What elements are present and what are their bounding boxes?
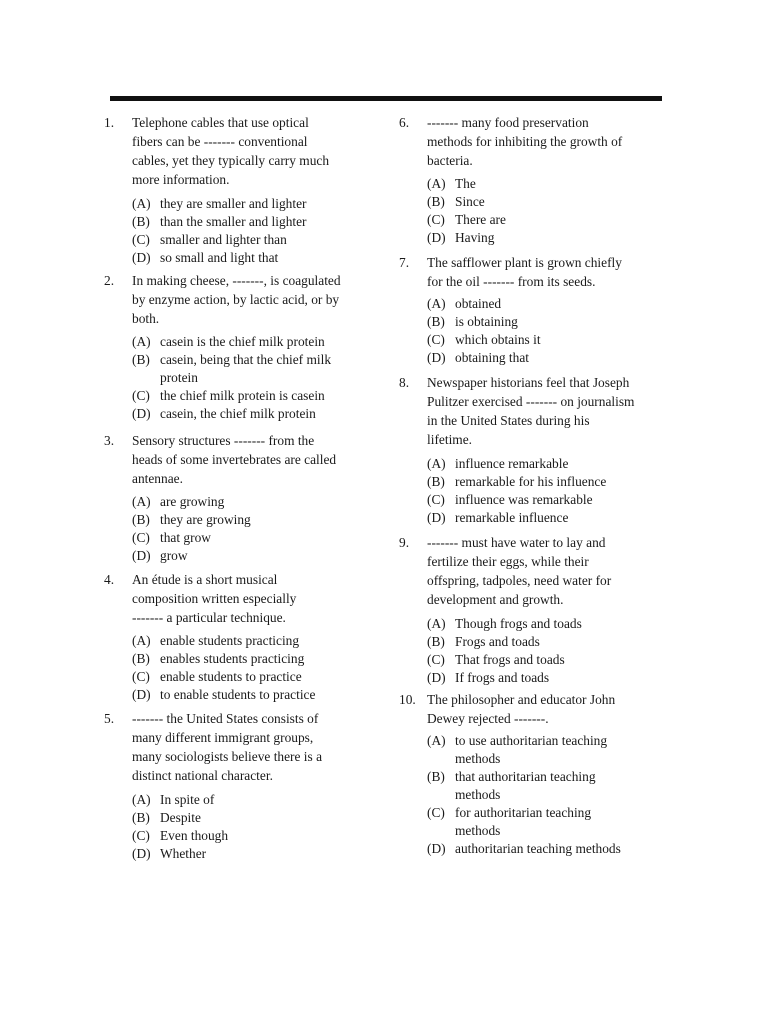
stem-line: Pulitzer exercised ------- on journalism xyxy=(427,394,635,409)
question-stem xyxy=(427,533,611,609)
answer-options xyxy=(132,195,307,267)
answer-option-a[interactable] xyxy=(427,295,541,313)
answer-options xyxy=(427,732,621,858)
option-text-line: they are smaller and lighter xyxy=(160,196,307,211)
option-text-line: so small and light that xyxy=(160,250,279,265)
stem-line: for the oil ------- from its seeds. xyxy=(427,274,596,289)
stem-line: development and growth. xyxy=(427,592,564,607)
answer-option-a[interactable] xyxy=(427,455,606,473)
option-text-line: methods xyxy=(455,823,501,838)
option-text xyxy=(455,491,593,509)
stem-line: more information. xyxy=(132,172,230,187)
option-letter: (C) xyxy=(132,232,150,247)
answer-option-c[interactable] xyxy=(427,211,506,229)
option-text xyxy=(455,193,485,211)
option-text-line: Even though xyxy=(160,828,229,843)
option-text-line: is obtaining xyxy=(455,314,518,329)
option-text xyxy=(455,229,494,247)
option-text xyxy=(160,547,188,565)
option-letter: (C) xyxy=(132,388,150,403)
option-letter: (C) xyxy=(427,332,445,347)
answer-option-b[interactable] xyxy=(427,633,582,651)
option-letter: (A) xyxy=(427,456,446,471)
option-text xyxy=(160,650,304,668)
option-letter: (A) xyxy=(427,733,446,748)
answer-option-d[interactable] xyxy=(132,249,307,267)
question-stem xyxy=(427,113,622,170)
option-text-line: that grow xyxy=(160,530,211,545)
option-text-line: casein is the chief milk protein xyxy=(160,334,325,349)
option-letter: (B) xyxy=(427,474,445,489)
option-letter: (A) xyxy=(132,494,151,509)
answer-option-b[interactable] xyxy=(427,193,506,211)
answer-option-b[interactable] xyxy=(427,313,541,331)
question-stem xyxy=(132,431,336,488)
option-text-line: enables students practicing xyxy=(160,651,305,666)
option-text-line: which obtains it xyxy=(455,332,541,347)
question-stem xyxy=(427,690,615,728)
answer-options xyxy=(132,333,331,423)
stem-line: bacteria. xyxy=(427,153,473,168)
answer-option-b[interactable] xyxy=(132,809,228,827)
option-text-line: Whether xyxy=(160,846,207,861)
answer-options xyxy=(132,791,228,863)
stem-line: cables, yet they typically carry much xyxy=(132,153,330,168)
option-text xyxy=(160,791,214,809)
option-text-line: casein, the chief milk protein xyxy=(160,406,316,421)
option-text xyxy=(160,493,224,511)
stem-line: many different immigrant groups, xyxy=(132,730,314,745)
stem-line: Dewey rejected -------. xyxy=(427,711,549,726)
option-text xyxy=(455,295,501,313)
option-letter: (D) xyxy=(132,250,151,265)
option-text xyxy=(160,827,228,845)
option-text-line: enable students practicing xyxy=(160,633,300,648)
question-number: 7. xyxy=(399,255,410,270)
option-text xyxy=(160,333,325,351)
stem-line: Newspaper historians feel that Joseph xyxy=(427,375,630,390)
option-letter: (D) xyxy=(427,230,446,245)
option-text-line: Despite xyxy=(160,810,201,825)
option-text-line: they are growing xyxy=(160,512,251,527)
stem-line: by enzyme action, by lactic acid, or by xyxy=(132,292,340,307)
answer-option-a[interactable] xyxy=(427,732,621,768)
answer-option-a[interactable] xyxy=(132,195,307,213)
option-letter: (C) xyxy=(132,530,150,545)
stem-line: ------- a particular technique. xyxy=(132,610,286,625)
option-letter: (C) xyxy=(427,805,445,820)
option-letter: (B) xyxy=(132,512,150,527)
option-letter: (D) xyxy=(132,846,151,861)
answer-option-d[interactable] xyxy=(427,229,506,247)
option-text-line: influence was remarkable xyxy=(455,492,593,507)
option-letter: (D) xyxy=(132,406,151,421)
stem-line: distinct national character. xyxy=(132,768,273,783)
answer-option-a[interactable] xyxy=(427,175,506,193)
option-letter: (C) xyxy=(427,652,445,667)
option-letter: (B) xyxy=(132,352,150,367)
option-text-line: Frogs and toads xyxy=(455,634,540,649)
option-text xyxy=(160,351,331,387)
answer-option-b[interactable] xyxy=(132,650,315,668)
option-text-line: grow xyxy=(160,548,188,563)
option-letter: (A) xyxy=(427,296,446,311)
option-letter: (B) xyxy=(427,769,445,784)
question-stem xyxy=(132,570,296,627)
option-text xyxy=(455,313,518,331)
answer-option-a[interactable] xyxy=(132,493,251,511)
option-letter: (B) xyxy=(132,651,150,666)
question-number: 8. xyxy=(399,375,410,390)
option-text-line: than the smaller and lighter xyxy=(160,214,307,229)
stem-line: fibers can be ------- conventional xyxy=(132,134,308,149)
stem-line: The safflower plant is grown chiefly xyxy=(427,255,622,270)
stem-line: many sociologists believe there is a xyxy=(132,749,323,764)
option-letter: (B) xyxy=(132,214,150,229)
answer-option-a[interactable] xyxy=(132,791,228,809)
option-letter: (A) xyxy=(427,176,446,191)
option-letter: (A) xyxy=(132,792,151,807)
option-text xyxy=(455,175,476,193)
option-text-line: obtaining that xyxy=(455,350,530,365)
question-stem xyxy=(427,253,622,291)
option-letter: (A) xyxy=(132,633,151,648)
stem-line: The philosopher and educator John xyxy=(427,692,616,707)
option-text-line: obtained xyxy=(455,296,502,311)
option-text-line: influence remarkable xyxy=(455,456,569,471)
option-text-line: to enable students to practice xyxy=(160,687,316,702)
option-text xyxy=(455,804,591,840)
answer-option-d[interactable] xyxy=(427,509,606,527)
stem-line: lifetime. xyxy=(427,432,472,447)
answer-options xyxy=(427,615,582,687)
answer-options xyxy=(132,632,315,704)
stem-line: ------- many food preservation xyxy=(427,115,589,130)
option-text xyxy=(455,732,607,768)
answer-option-b[interactable] xyxy=(132,213,307,231)
option-text-line: remarkable influence xyxy=(455,510,569,525)
answer-option-d[interactable] xyxy=(132,547,251,565)
answer-option-b[interactable] xyxy=(427,473,606,491)
option-text xyxy=(160,249,278,267)
answer-option-c[interactable] xyxy=(427,331,541,349)
stem-line: ------- must have water to lay and xyxy=(427,535,606,550)
option-text xyxy=(455,455,568,473)
answer-option-d[interactable] xyxy=(132,845,228,863)
answer-options xyxy=(427,295,541,367)
question-number: 1. xyxy=(104,115,115,130)
option-text-line: Having xyxy=(455,230,495,245)
option-text-line: protein xyxy=(160,370,198,385)
option-letter: (B) xyxy=(427,634,445,649)
stem-line: An étude is a short musical xyxy=(132,572,278,587)
option-letter: (B) xyxy=(427,194,445,209)
stem-line: Sensory structures ------- from the xyxy=(132,433,315,448)
question-number: 3. xyxy=(104,433,115,448)
option-text xyxy=(455,331,541,349)
option-text xyxy=(160,686,315,704)
option-text xyxy=(455,768,596,804)
option-letter: (B) xyxy=(427,314,445,329)
stem-line: heads of some invertebrates are called xyxy=(132,452,337,467)
option-text xyxy=(455,509,568,527)
answer-option-b[interactable] xyxy=(132,351,331,387)
option-text-line: methods xyxy=(455,787,501,802)
option-text-line: The xyxy=(455,176,476,191)
option-text xyxy=(160,511,251,529)
option-text-line: methods xyxy=(455,751,501,766)
option-text xyxy=(455,633,540,651)
option-letter: (D) xyxy=(427,510,446,525)
option-letter: (C) xyxy=(132,669,150,684)
option-text xyxy=(455,473,606,491)
answer-option-c[interactable] xyxy=(132,529,251,547)
top-rule xyxy=(110,96,662,101)
option-text xyxy=(455,840,621,858)
answer-options xyxy=(427,455,606,527)
option-letter: (C) xyxy=(427,212,445,227)
option-text-line: enable students to practice xyxy=(160,669,302,684)
option-letter: (A) xyxy=(427,616,446,631)
option-text-line: Since xyxy=(455,194,485,209)
stem-line: Telephone cables that use optical xyxy=(132,115,309,130)
option-letter: (D) xyxy=(427,350,446,365)
answer-option-d[interactable] xyxy=(132,405,331,423)
option-text xyxy=(455,211,506,229)
answer-option-c[interactable] xyxy=(427,491,606,509)
option-letter: (D) xyxy=(132,687,151,702)
option-text-line: If frogs and toads xyxy=(455,670,550,685)
option-text-line: In spite of xyxy=(160,792,215,807)
option-text xyxy=(455,615,582,633)
question-number: 4. xyxy=(104,572,115,587)
option-text xyxy=(455,669,549,687)
option-text xyxy=(160,845,206,863)
stem-line: antennae. xyxy=(132,471,183,486)
option-text-line: That frogs and toads xyxy=(455,652,565,667)
option-text xyxy=(160,213,307,231)
option-letter: (A) xyxy=(132,196,151,211)
question-number: 6. xyxy=(399,115,410,130)
answer-option-c[interactable] xyxy=(132,231,307,249)
answer-option-d[interactable] xyxy=(427,669,582,687)
option-text-line: the chief milk protein is casein xyxy=(160,388,325,403)
question-number: 9. xyxy=(399,535,410,550)
option-letter: (A) xyxy=(132,334,151,349)
option-text xyxy=(160,405,316,423)
question-stem xyxy=(132,113,329,189)
stem-line: in the United States during his xyxy=(427,413,590,428)
option-text-line: Though frogs and toads xyxy=(455,616,582,631)
option-text xyxy=(160,632,299,650)
answer-option-d[interactable] xyxy=(427,349,541,367)
answer-option-c[interactable] xyxy=(427,651,582,669)
answer-option-a[interactable] xyxy=(132,632,315,650)
answer-option-c[interactable] xyxy=(132,668,315,686)
answer-option-d[interactable] xyxy=(132,686,315,704)
answer-option-b[interactable] xyxy=(132,511,251,529)
stem-line: fertilize their eggs, while their xyxy=(427,554,589,569)
option-text-line: are growing xyxy=(160,494,225,509)
stem-line: composition written especially xyxy=(132,591,297,606)
answer-options xyxy=(132,493,251,565)
option-text-line: to use authoritarian teaching xyxy=(455,733,608,748)
option-text xyxy=(160,231,287,249)
option-letter: (B) xyxy=(132,810,150,825)
option-text xyxy=(455,349,529,367)
question-stem xyxy=(132,271,341,328)
option-letter: (D) xyxy=(132,548,151,563)
question-stem xyxy=(427,373,634,449)
stem-line: both. xyxy=(132,311,160,326)
question-number: 5. xyxy=(104,711,115,726)
option-text xyxy=(455,651,565,669)
option-text xyxy=(160,668,302,686)
option-text xyxy=(160,809,201,827)
answer-options xyxy=(427,175,506,247)
answer-option-d[interactable] xyxy=(427,840,621,858)
question-number: 10. xyxy=(399,692,416,707)
option-letter: (C) xyxy=(132,828,150,843)
stem-line: methods for inhibiting the growth of xyxy=(427,134,623,149)
option-text xyxy=(160,529,211,547)
stem-line: In making cheese, -------, is coagulated xyxy=(132,273,341,288)
option-letter: (D) xyxy=(427,670,446,685)
stem-line: ------- the United States consists of xyxy=(132,711,319,726)
option-text xyxy=(160,195,307,213)
question-stem xyxy=(132,709,322,785)
option-text xyxy=(160,387,325,405)
option-text-line: smaller and lighter than xyxy=(160,232,287,247)
option-text-line: that authoritarian teaching xyxy=(455,769,596,784)
answer-option-c[interactable] xyxy=(132,827,228,845)
option-text-line: There are xyxy=(455,212,506,227)
question-number: 2. xyxy=(104,273,115,288)
option-text-line: remarkable for his influence xyxy=(455,474,607,489)
answer-option-a[interactable] xyxy=(427,615,582,633)
answer-option-b[interactable] xyxy=(427,768,621,804)
option-letter: (C) xyxy=(427,492,445,507)
answer-option-c[interactable] xyxy=(132,387,331,405)
option-letter: (D) xyxy=(427,841,446,856)
answer-option-c[interactable] xyxy=(427,804,621,840)
option-text-line: casein, being that the chief milk xyxy=(160,352,332,367)
stem-line: offspring, tadpoles, need water for xyxy=(427,573,612,588)
option-text-line: for authoritarian teaching xyxy=(455,805,592,820)
option-text-line: authoritarian teaching methods xyxy=(455,841,621,856)
answer-option-a[interactable] xyxy=(132,333,331,351)
